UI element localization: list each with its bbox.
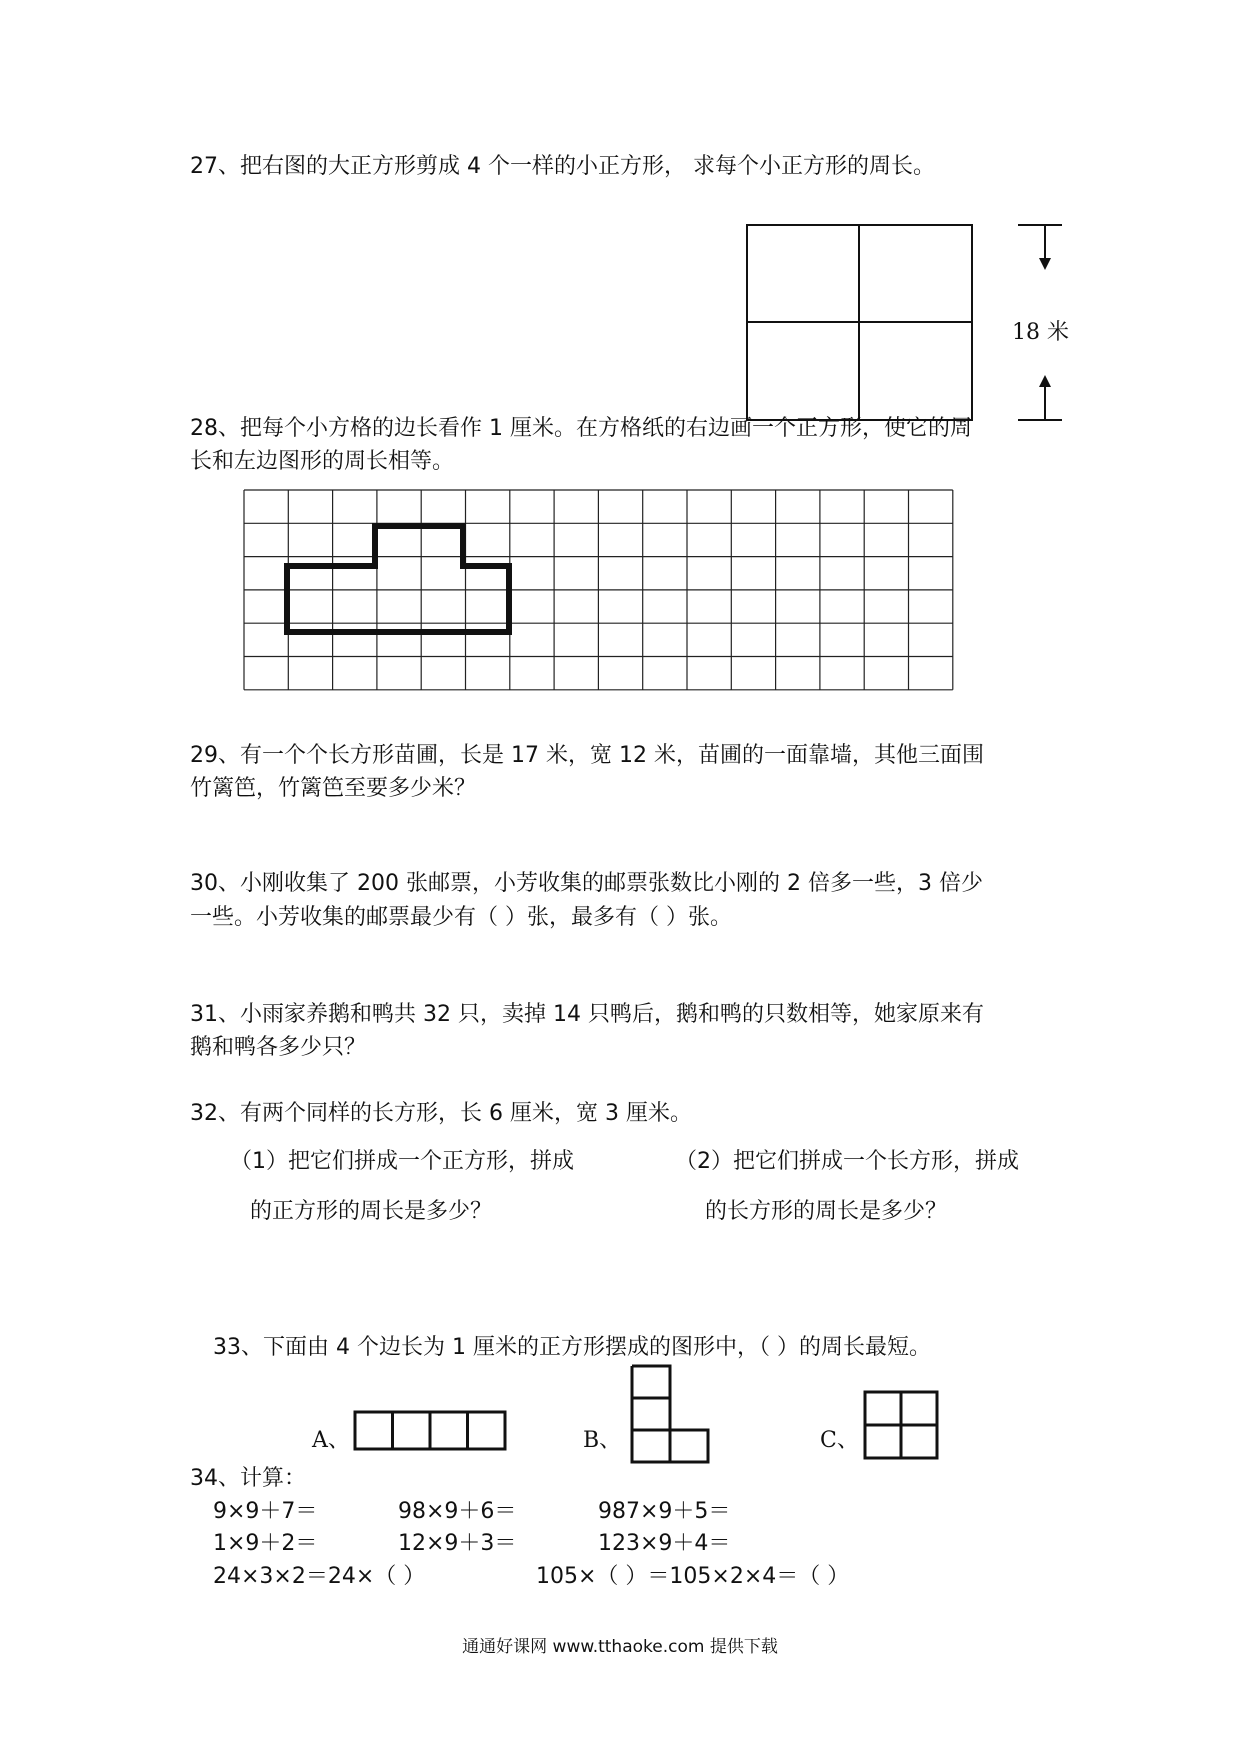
question-29-line1: 29、有一个个长方形苗圃，长是 17 米，宽 12 米，苗圃的一面靠墙，其他三面围	[190, 743, 984, 768]
footer-source: 通通好课网 www.tthaoke.com 提供下载	[462, 1637, 778, 1657]
dimension-label: 18 米	[1012, 320, 1069, 345]
option-a-figure	[355, 1412, 505, 1449]
option-c-figure	[865, 1392, 937, 1458]
question-32-part2-line1: （2）把它们拼成一个长方形，拼成	[675, 1149, 1019, 1174]
question-29-line2: 竹篱笆，竹篱笆至要多少米？	[190, 776, 477, 801]
calc-1-2: 98×9＋6＝	[398, 1499, 517, 1524]
question-28-line2: 长和左边图形的周长相等。	[190, 449, 455, 474]
question-34-title: 34、计算：	[190, 1466, 306, 1491]
arrow-up-icon	[1039, 375, 1051, 387]
calc-2-1: 1×9＋2＝	[213, 1531, 318, 1556]
calc-3-1: 24×3×2＝24×（ ）	[213, 1564, 426, 1589]
question-32-part1-line1: （1）把它们拼成一个正方形，拼成	[230, 1149, 574, 1174]
calc-1-3: 987×9＋5＝	[598, 1499, 731, 1524]
option-b-figure	[632, 1366, 708, 1462]
calc-2-3: 123×9＋4＝	[598, 1531, 731, 1556]
question-31-line2: 鹅和鸭各多少只？	[190, 1035, 367, 1060]
option-c-label: C、	[820, 1428, 859, 1453]
question-28-line1: 28、把每个小方格的边长看作 1 厘米。在方格纸的右边画一个正方形，使它的周	[190, 416, 972, 441]
calc-2-2: 12×9＋3＝	[398, 1531, 517, 1556]
question-32: 32、有两个同样的长方形，长 6 厘米，宽 3 厘米。	[190, 1101, 692, 1126]
question-32-part2-line2: 的长方形的周长是多少？	[705, 1199, 948, 1224]
option-b-label: B、	[583, 1428, 622, 1453]
composite-shape	[287, 526, 509, 632]
arrow-down-icon	[1039, 258, 1051, 270]
calc-3-2: 105×（ ）＝105×2×4＝（ ）	[536, 1564, 850, 1589]
question-30-line1: 30、小刚收集了 200 张邮票，小芳收集的邮票张数比小刚的 2 倍多一些，3 倍少	[190, 871, 983, 896]
question-32-part1-line2: 的正方形的周长是多少？	[250, 1199, 493, 1224]
question-33: 33、下面由 4 个边长为 1 厘米的正方形摆成的图形中，（ ）的周长最短。	[213, 1335, 931, 1360]
question-31-line1: 31、小雨家养鹅和鸭共 32 只，卖掉 14 只鸭后，鹅和鸭的只数相等，她家原来有	[190, 1002, 984, 1027]
big-square	[747, 225, 972, 420]
question-27: 27、把右图的大正方形剪成 4 个一样的小正方形， 求每个小正方形的周长。	[190, 154, 935, 179]
calc-1-1: 9×9＋7＝	[213, 1499, 318, 1524]
option-a-label: A、	[312, 1428, 350, 1453]
question-30-line2: 一些。小芳收集的邮票最少有（ ）张，最多有（ ）张。	[190, 905, 732, 930]
